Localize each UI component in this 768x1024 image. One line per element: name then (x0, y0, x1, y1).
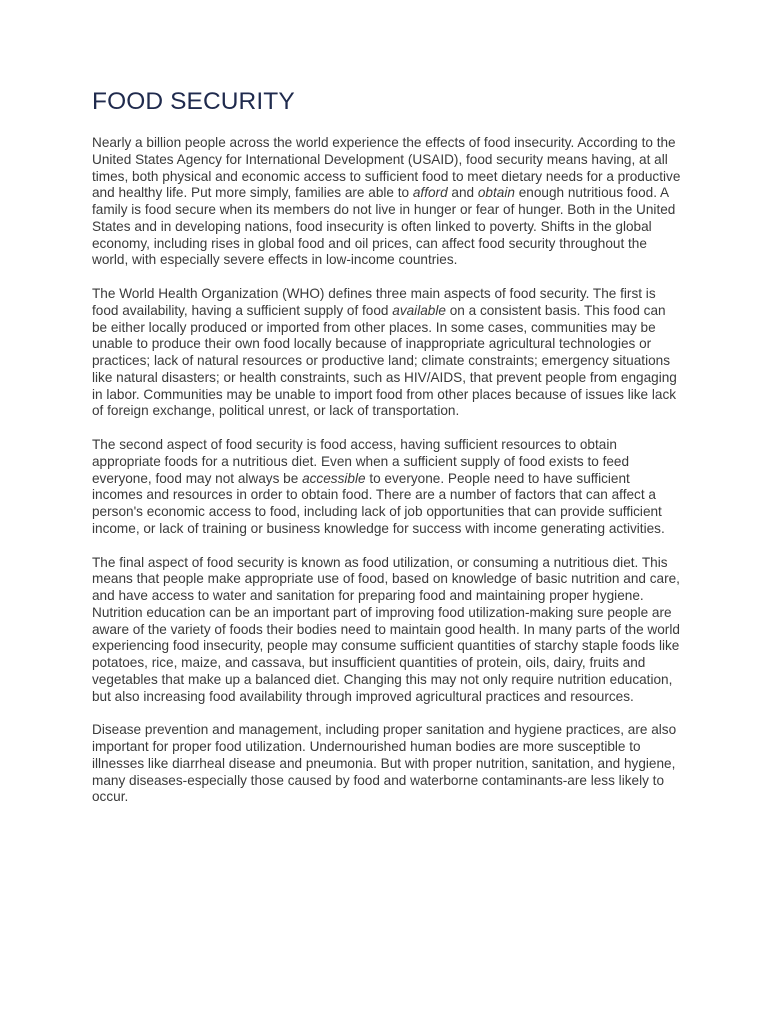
paragraph-5 (92, 722, 682, 806)
text-run: Nearly a billion people across the world experience the effects of food insecurity. According to the United States Agency for International Development (USAID), food security means having, at all times, both physical and economic access to sufficient food to meet dietary needs for a productive and healthy life. Put more simply, families are able to (92, 135, 681, 201)
text-run: The World Health Organization (WHO) defines three main aspects of food security. The first is food availability, having a sufficient supply of food (92, 286, 656, 318)
text-run: Disease prevention and management, including proper sanitation and hygiene practices, are also important for proper food utilization. Undernourished human bodies are more susceptible to illnesses like diarrheal disease and pneumonia. But with proper nutrition, sanitation, and hygiene, many diseases-especially those caused by food and waterborne contaminants-are less likely to occur. (92, 722, 677, 805)
document-page (92, 86, 682, 823)
text-run: The final aspect of food security is known as food utilization, or consuming a nutritious diet. This means that people make appropriate use of food, based on knowledge of basic nutrition and care, and have access to water and sanitation for preparing food and maintaining proper hygiene. Nutrition education can be an important part of improving food utilization-making sure people are aware of the variety of foods their bodies need to maintain good health. In many parts of the world experiencing food insecurity, people may consume sufficient quantities of starchy staple foods like potatoes, rice, maize, and cassava, but insufficient quantities of protein, oils, dairy, fruits and vegetables that make up a balanced diet. Changing this may not only require nutrition education, but also increasing food availability through improved agricultural practices and resources. (92, 554, 680, 704)
page-title: FOOD SECURITY (92, 88, 295, 115)
paragraph-2 (92, 286, 682, 420)
italic-run: accessible (302, 470, 366, 486)
italic-run: available (392, 302, 446, 318)
text-run: to everyone. People need to have sufficient incomes and resources in order to obtain food. There are a number of factors that can affect a person's economic access to food, including lack of job opportunities that can provide sufficient income, or lack of training or business knowledge for success with income generating activities. (92, 470, 665, 536)
paragraph-4 (92, 555, 682, 706)
paragraph-1 (92, 135, 682, 269)
text-run: and (447, 185, 478, 201)
text-run: on a consistent basis. This food can be either locally produced or imported from other places. In some cases, communities may be unable to produce their own food locally because of inappropriate agricultural technologies or practices; lack of natural resources or productive land; climate constraints; emergency situations like natural disasters; or health constraints, such as HIV/AIDS, that prevent people from engaging in labor. Communities may be unable to import food from other places because of issues like lack of foreign exchange, political unrest, or lack of transportation. (92, 302, 677, 419)
text-run: The second aspect of food security is food access, having sufficient resources to obtain appropriate foods for a nutritious diet. Even when a sufficient supply of food exists to feed everyone, food may not always be (92, 437, 630, 486)
paragraph-3 (92, 437, 682, 538)
text-run: enough nutritious food. A family is food secure when its members do not live in hunger or fear of hunger. Both in the United States and in developing nations, food insecurity is often linked to poverty. Shifts in the global economy, including rises in global food and oil prices, can affect food security throughout the world, with especially severe effects in low-income countries. (92, 185, 676, 268)
italic-run: obtain (477, 185, 515, 201)
italic-run: afford (412, 185, 448, 201)
